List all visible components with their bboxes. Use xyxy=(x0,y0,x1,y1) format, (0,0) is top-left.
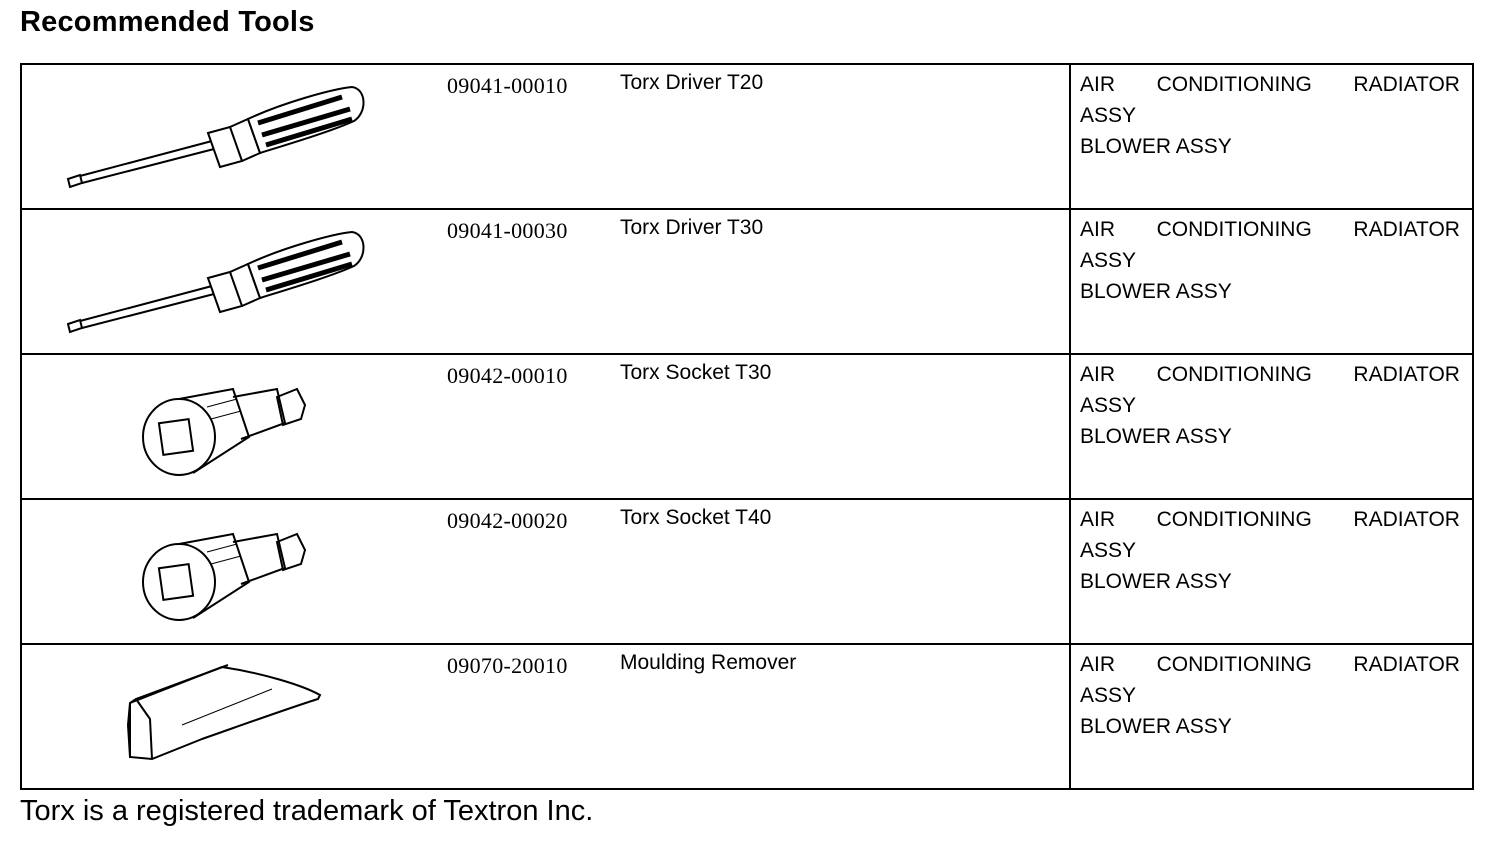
tool-name: Torx Driver T30 xyxy=(620,216,764,239)
part-number: 09042-00010 xyxy=(447,363,568,388)
torx-socket-icon xyxy=(137,367,317,482)
tool-name: Torx Socket T40 xyxy=(620,506,772,529)
part-number: 09041-00010 xyxy=(447,73,568,98)
usage-cell: AIR CONDITIONING RADIATOR ASSY BLOWER ASSY xyxy=(1070,209,1473,354)
table-row xyxy=(21,644,1473,789)
part-number: 09042-00020 xyxy=(447,508,568,533)
trademark-note: Torx is a registered trademark of Textron Inc. xyxy=(20,795,594,827)
table-row xyxy=(21,499,1473,644)
usage-cell: AIR CONDITIONING RADIATOR ASSY BLOWER ASSY xyxy=(1070,499,1473,644)
tool-name: Torx Socket T30 xyxy=(620,361,772,384)
tool-name: Torx Driver T20 xyxy=(620,71,764,94)
table-row xyxy=(21,354,1473,499)
part-number: 09070-20010 xyxy=(447,653,568,678)
usage-cell: AIR CONDITIONING RADIATOR ASSY BLOWER ASSY xyxy=(1070,64,1473,209)
page-title: Recommended Tools xyxy=(20,6,315,38)
usage-cell: AIR CONDITIONING RADIATOR ASSY BLOWER ASSY xyxy=(1070,354,1473,499)
usage-cell: AIR CONDITIONING RADIATOR ASSY BLOWER ASSY xyxy=(1070,644,1473,789)
torx-driver-icon xyxy=(62,83,372,193)
torx-driver-icon xyxy=(62,228,372,338)
tool-name: Moulding Remover xyxy=(620,651,797,674)
table-row xyxy=(21,64,1473,209)
tools-table xyxy=(20,63,1474,790)
part-number: 09041-00030 xyxy=(447,218,568,243)
table-row xyxy=(21,209,1473,354)
torx-socket-icon xyxy=(137,512,317,627)
moulding-remover-icon xyxy=(122,659,332,774)
